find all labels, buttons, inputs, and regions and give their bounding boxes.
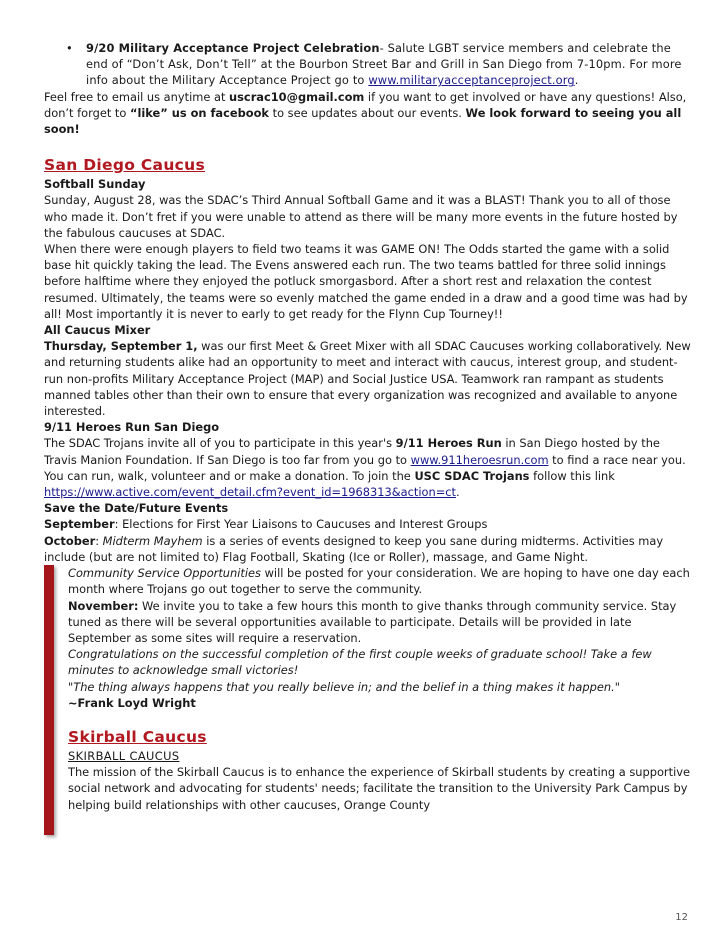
intro-text: Feel free to email us anytime at xyxy=(44,89,230,104)
bullet-icon: • xyxy=(66,41,73,55)
mixer-heading-text: All Caucus Mixer xyxy=(44,323,151,338)
page-content xyxy=(44,40,692,813)
bullet-title: 9/20 Military Acceptance Project Celebration xyxy=(86,41,380,55)
september-text: : Elections for First Year Liaisons to Caucuses and Interest Groups xyxy=(114,517,488,532)
save-date-heading xyxy=(44,500,692,516)
softball-heading-text: Softball Sunday xyxy=(44,177,146,192)
quote-author-line xyxy=(68,695,692,711)
save-date-heading-text: Save the Date/Future Events xyxy=(44,501,229,516)
heroes-heading-text: 9/11 Heroes Run San Diego xyxy=(44,420,220,435)
closing-text: We look forward to seeing you all soon! xyxy=(44,105,682,137)
october-line xyxy=(44,533,692,565)
community-service-line xyxy=(68,565,692,597)
intro-text-2: if you want to get involved or have any questions! Also, don’t forget to xyxy=(44,89,687,120)
quote-text: "The thing always happens that you really believe in; and the belief in a thing makes it happen." xyxy=(68,679,620,694)
community-service-text: will be posted for your consideration. We are hoping to have one day each month where Trojans go out together to serve the community. xyxy=(68,566,690,597)
heroes-paragraph xyxy=(44,435,692,500)
softball-paragraph-2: When there were enough players to field two teams it was GAME ON! The Odds started the game with a solid base hit quickly taking the lead. The Evens answered each run. The two teams battled for three solid innings before halftime where they enjoyed the potluck smorgasbord. After a short rest and relaxation the contest resumed. Ultimately, the teams were so evenly matched the game ended in a draw and a good time was had by all! Most importantly it is never to early to get ready for the Flynn Cup Tourney!! xyxy=(44,242,688,321)
event-bullet xyxy=(44,40,692,89)
intro-paragraph xyxy=(44,89,692,138)
page-number: 12 xyxy=(675,912,688,923)
spacer xyxy=(68,711,692,727)
contact-email: uscrac10@gmail.com xyxy=(229,89,365,104)
softball-heading xyxy=(44,176,692,192)
softball-paragraph-1: Sunday, August 28, was the SDAC’s Third Annual Softball Game and it was a BLAST! Thank you to all of those who made it. Don’t fret if you were unable to attend as there will be many more events in the future hosted by the fabulous caucuses at SDAC. xyxy=(44,193,678,240)
heroes-heading xyxy=(44,419,692,435)
mixer-paragraph xyxy=(44,338,692,419)
heroes-text-5: . xyxy=(455,485,460,500)
active-event-link[interactable]: https://www.active.com/event_detail.cfm?event_id=1968313&action=ct xyxy=(44,485,456,500)
heroes-text-1: The SDAC Trojans invite all of you to participate in this year's xyxy=(44,436,396,451)
november-line xyxy=(68,598,692,647)
congrats-line xyxy=(68,646,692,678)
heroes-run-link[interactable]: www.911heroesrun.com xyxy=(410,452,549,467)
san-diego-title: San Diego Caucus xyxy=(44,156,206,175)
skirball-paragraph: The mission of the Skirball Caucus is to enhance the experience of Skirball students by creating a supportive social network and advocating for students' needs; facilitate the transition to the University Park Campus by helping build relationships with other caucuses, Orange County xyxy=(68,765,690,812)
highlight-block xyxy=(44,565,692,813)
september-line xyxy=(44,516,692,532)
september-label: September xyxy=(44,517,115,532)
heroes-text-2: in San Diego hosted by the Travis Manion Foundation. If San Diego is too far from you go to xyxy=(44,436,660,467)
red-accent-bar xyxy=(44,565,54,835)
november-label: November: xyxy=(68,598,139,613)
october-label: October xyxy=(44,533,96,548)
october-sep: : xyxy=(95,533,103,548)
skirball-subtitle: SKIRBALL CAUCUS xyxy=(68,748,180,763)
heroes-text-4: follow this link xyxy=(529,468,615,483)
quote-line xyxy=(68,679,692,695)
facebook-like: “like” us on facebook xyxy=(129,105,269,120)
map-link[interactable]: www.militaryacceptanceproject.org xyxy=(368,73,575,88)
heroes-bold-1: 9/11 Heroes Run xyxy=(395,436,502,451)
heroes-text-3: to find a race near you. You can run, walk, volunteer and or make a donation. To join the xyxy=(44,452,686,483)
quote-author: ~Frank Loyd Wright xyxy=(68,695,196,710)
midterm-mayhem: Midterm Mayhem xyxy=(102,533,203,548)
mixer-date: Thursday, September 1, xyxy=(44,339,198,354)
bullet-text: - Salute LGBT service members and celebrate the end of “Don’t Ask, Don’t Tell” at the Bourbon Street Bar and Grill in San Diego from 7-10pm. For more info about the Military Acceptance Project go to xyxy=(86,41,682,88)
november-text: We invite you to take a few hours this month to give thanks through community service. Stay tuned as there will be several opportunities available to participate. Details will be provided in late September as some sites will require a reservation. xyxy=(68,598,677,645)
skirball-title: Skirball Caucus xyxy=(68,727,207,746)
bullet-end: . xyxy=(574,73,579,88)
heroes-bold-2: USC SDAC Trojans xyxy=(414,468,530,483)
congrats-text: Congratulations on the successful completion of the first couple weeks of graduate school! Take a few minutes to acknowledge small victories! xyxy=(68,647,652,678)
october-text: is a series of events designed to keep you sane during midterms. Activities may include (but are not limited to) Flag Football, Skating (Ice or Roller), massage, and Game Night. xyxy=(44,533,664,564)
mixer-text: was our first Meet & Greet Mixer with all SDAC Caucuses working collaboratively. New and returning students alike had an opportunity to meet and interact with caucus, interest group, and student-run non-profits Military Acceptance Project (MAP) and Social Justice USA. Teamwork ran rampant as students manned tables other than their own to ensure that every organization was recognized and available to anyone interested. xyxy=(44,339,691,419)
intro-text-3: to see updates about our events. xyxy=(268,105,466,120)
community-service-title: Community Service Opportunities xyxy=(68,566,261,581)
mixer-heading xyxy=(44,322,692,338)
